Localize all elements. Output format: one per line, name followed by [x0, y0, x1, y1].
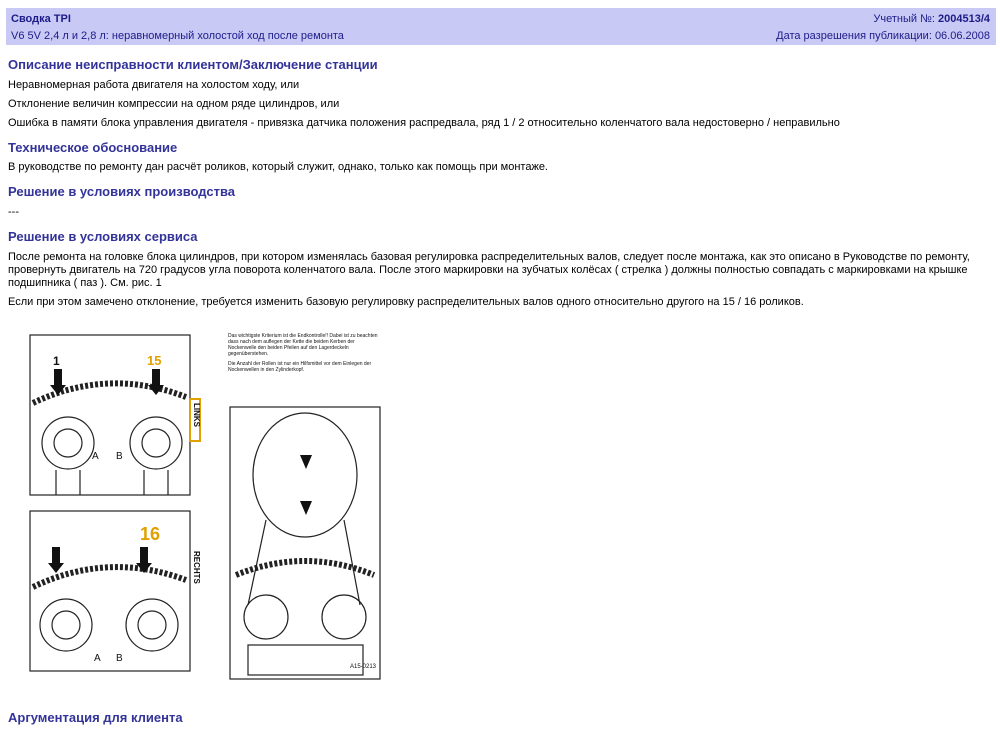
- complaint-line-2: Отклонение величин компрессии на одном ряде цилиндров, или: [8, 98, 340, 110]
- tpi-header: [6, 8, 996, 45]
- camshaft-timing-figure: [8, 325, 388, 680]
- service-paragraph-2: Если при этом замечено отклонение, требуется изменить базовую регулировку распределительных валов одного относительно другого на 15 / 16 роликов.: [8, 296, 804, 308]
- fig-label-a-top: A: [92, 451, 99, 462]
- section-production-title: Решение в условиях производства: [8, 184, 236, 199]
- fig-label-links: LINKS: [192, 403, 201, 427]
- sprocket-a-bottom: [40, 599, 92, 651]
- publication-date: Дата разрешения публикации: 06.06.2008: [776, 30, 990, 42]
- section-complaint-title: Описание неисправности клиентом/Заключение станции: [8, 57, 378, 72]
- figure-drawing: [8, 325, 388, 680]
- sprocket-b-bottom: [126, 599, 178, 651]
- service-paragraph-1: После ремонта на головке блока цилиндров, при котором изменялась базовая регулировка распределительных валов, следует после монтажа, как это описано в Руководстве по ремонту, провернуть двигатель на 720 градусов угла поворота коленчатого вала. После этого маркировки на зубчатых колёсах ( стрелка ) должны полностью совпадать с маркировками на крышке подшипника ( паз ). См. рис. 1: [8, 251, 970, 289]
- fig-num-1: 1: [53, 354, 60, 368]
- arrow-left-bottom: [52, 547, 60, 563]
- arrow-detail-lower: [300, 501, 312, 515]
- fig-label-a-bottom: A: [94, 653, 101, 664]
- sprocket-a-top: [42, 417, 94, 469]
- section-service-title: Решение в условиях сервиса: [8, 229, 198, 244]
- header-title: Сводка TPI: [11, 13, 71, 25]
- production-line-1: ---: [8, 206, 19, 218]
- fig-label-rechts: RECHTS: [192, 551, 201, 584]
- arrow-15: [152, 369, 160, 385]
- section-customer-arguments-title: Аргументация для клиента: [8, 710, 183, 725]
- complaint-line-1: Неравномерная работа двигателя на холостом ходу, или: [8, 79, 300, 91]
- fig-num-15: 15: [147, 353, 162, 368]
- section-technical-title: Техническое обоснование: [8, 140, 178, 155]
- fig-label-b-top: B: [116, 451, 123, 462]
- fig-num-16: 16: [140, 524, 161, 544]
- arrow-1: [54, 369, 62, 385]
- panel-detail: [230, 407, 380, 679]
- fig-code: A15-0213: [350, 664, 377, 670]
- arrow-detail-upper: [300, 455, 312, 469]
- record-number: 2004513/4: [938, 13, 990, 25]
- complaint-line-3: Ошибка в памяти блока управления двигателя - привязка датчика положения распредвала, ряд 1 / 2 относительно коленчатого вала недостоверно / неправильно: [8, 117, 840, 129]
- technical-line-1: В руководстве по ремонту дан расчёт роликов, который служит, однако, только как помощь при монтаже.: [8, 161, 548, 173]
- detail-magnifier: [253, 413, 357, 537]
- fig-label-b-bottom: B: [116, 653, 123, 664]
- arrow-16: [140, 547, 148, 563]
- fig-note-1: Das wichtigste Kriterium ist die Endkontrolle!! Dabei ist zu beachten dass nach dem auflegen der Kette die beiden Kerben der Nockenwelle den beiden Pfeilen auf den Lagerdeckeln gegenüberstehen.: [228, 333, 378, 357]
- sprocket-b-top: [130, 417, 182, 469]
- document-body: [8, 55, 992, 309]
- fig-note-2: Die Anzahl der Rollen ist nur ein Hilfsmittel vor dem Einlegen der Nockenwellen in den Zylinderkopf.: [228, 361, 372, 373]
- header-subtitle: V6 5V 2,4 л и 2,8 л: неравномерный холостой ход после ремонта: [11, 30, 344, 42]
- record-label: Учетный №:: [873, 13, 935, 25]
- record-number-row: [873, 13, 990, 25]
